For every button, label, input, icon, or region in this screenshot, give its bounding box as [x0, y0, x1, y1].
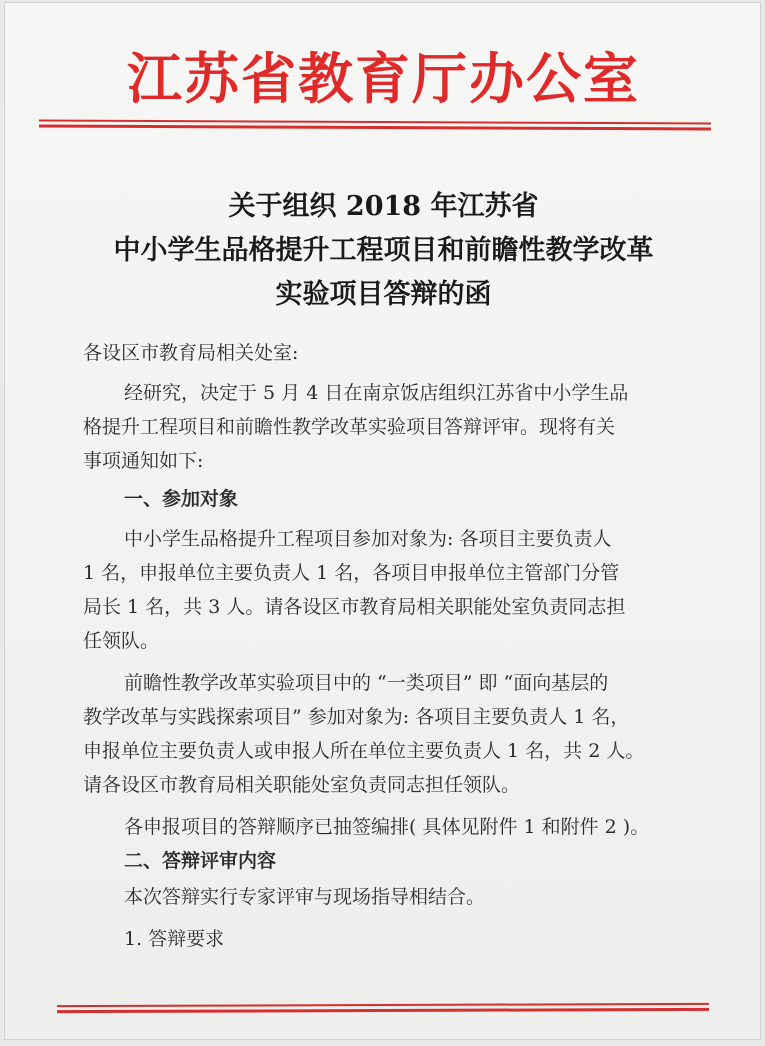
paragraph-3-line-4: 请各设区市教育局相关职能处室负责同志担任领队。: [83, 774, 521, 796]
document-page: [4, 2, 761, 1040]
document-title-line-3: 实验项目答辩的函: [275, 279, 492, 310]
document-title-line-1: 关于组织 2018 年江苏省: [228, 191, 539, 222]
paragraph-1-line-3: 事项通知如下:: [83, 450, 204, 472]
subsection-1-heading: 1. 答辩要求: [124, 928, 225, 950]
document-title: [5, 185, 761, 317]
document-title-line-2: 中小学生品格提升工程项目和前瞻性教学改革: [113, 235, 654, 266]
section-2-heading: 二、答辩评审内容: [124, 850, 277, 872]
letterhead-title: 江苏省教育厅办公室: [126, 47, 640, 111]
paragraph-5: 本次答辩实行专家评审与现场指导相结合。: [124, 886, 486, 908]
salutation: 各设区市教育局相关处室:: [83, 342, 299, 364]
paragraph-1-line-1: 经研究，决定于 5 月 4 日在南京饭店组织江苏省中小学生品: [124, 382, 629, 404]
section-1-heading: 一、参加对象: [124, 488, 239, 510]
paragraph-2-line-2: 1 名，申报单位主要负责人 1 名，各项目申报单位主管部门分管: [83, 562, 620, 584]
paragraph-3-line-1: 前瞻性教学改革实验项目中的 “一类项目” 即 “面向基层的: [124, 672, 609, 694]
paragraph-2-line-1: 中小学生品格提升工程项目参加对象为: 各项目主要负责人: [124, 528, 612, 550]
paragraph-2-line-3: 局长 1 名，共 3 人。请各设区市教育局相关职能处室负责同志担: [83, 596, 626, 618]
footer-red-rule: [57, 1003, 709, 1013]
paragraph-4: 各申报项目的答辩顺序已抽签编排( 具体见附件 1 和附件 2 )。: [124, 816, 650, 838]
paragraph-3-line-3: 申报单位主要负责人或申报人所在单位主要负责人 1 名，共 2 人。: [83, 740, 645, 762]
letterhead-red-rule: [39, 120, 711, 131]
paragraph-2-line-4: 任领队。: [83, 630, 160, 652]
paragraph-3-line-2: 教学改革与实践探索项目” 参加对象为: 各项目主要负责人 1 名，: [83, 706, 630, 728]
paragraph-1-line-2: 格提升工程项目和前瞻性教学改革实验项目答辩评审。现将有关: [83, 416, 616, 438]
